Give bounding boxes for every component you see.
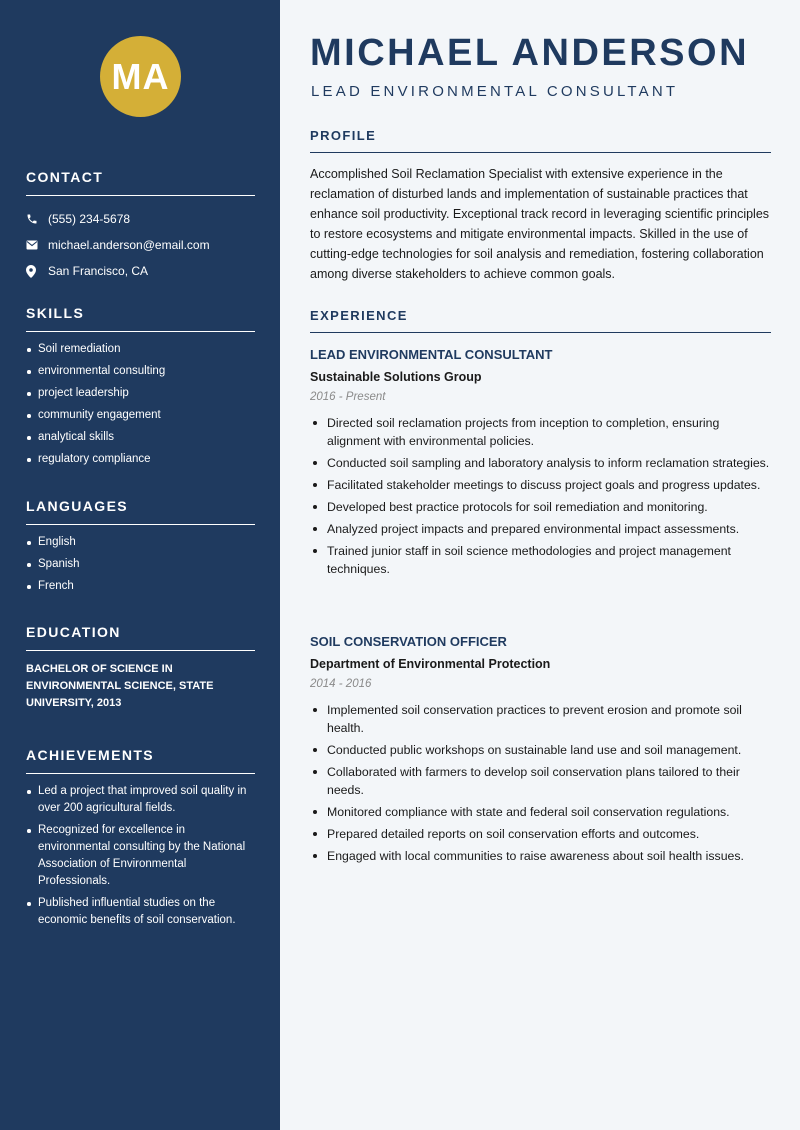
divider (26, 524, 255, 525)
contact-email (26, 232, 255, 258)
phone-icon (26, 213, 48, 225)
profile-text: Accomplished Soil Reclamation Specialist with extensive experience in the reclamation of disturbed lands and implementation of sustainable practices that enhance soil productivity. Exceptional track record in leveraging scientific principles to restore ecosystems and mitigate environmental impacts. Skilled in the use of cutting-edge technologies for soil analysis and remediation, fostering collaboration among diverse stakeholders to achieve common goals. (310, 167, 770, 281)
achievements-heading: ACHIEVEMENTS (26, 747, 155, 763)
job-bullet: Analyzed project impacts and prepared environmental impact assessments. (310, 520, 771, 538)
email-text: michael.anderson@email.com (48, 238, 210, 252)
contact-section (26, 168, 255, 284)
job-bullet: Collaborated with farmers to develop soil conservation plans tailored to their needs. (310, 763, 771, 799)
skills-section (26, 304, 255, 473)
achievement-item: Published influential studies on the economic benefits of soil conservation. (26, 895, 255, 929)
experience-heading: EXPERIENCE (310, 308, 408, 323)
skills-heading: SKILLS (26, 305, 85, 321)
job-bullet: Directed soil reclamation projects from inception to completion, ensuring alignment with environmental policies. (310, 414, 771, 450)
profile-heading: PROFILE (310, 128, 377, 143)
achievements-section (26, 746, 255, 934)
job-dates: 2016 - Present (310, 391, 386, 403)
skill-item: environmental consulting (26, 363, 255, 380)
job-bullet: Engaged with local communities to raise awareness about soil health issues. (310, 847, 771, 865)
job-company: Sustainable Solutions Group (310, 370, 482, 384)
education-degree: BACHELOR OF SCIENCE IN ENVIRONMENTAL SCIENCE, STATE UNIVERSITY, 2013 (26, 663, 214, 709)
job-company: Department of Environmental Protection (310, 657, 551, 671)
job-bullet: Prepared detailed reports on soil conservation efforts and outcomes. (310, 825, 771, 843)
language-item: Spanish (26, 556, 255, 573)
job-dates: 2014 - 2016 (310, 678, 372, 690)
job-bullet: Developed best practice protocols for soil remediation and monitoring. (310, 498, 771, 516)
candidate-name: MICHAEL ANDERSON (310, 32, 750, 74)
job-title: SOIL CONSERVATION OFFICER (310, 634, 507, 649)
job-bullet: Monitored compliance with state and federal soil conservation regulations. (310, 803, 771, 821)
job-bullet: Conducted public workshops on sustainable land use and soil management. (310, 741, 771, 759)
languages-heading: LANGUAGES (26, 498, 129, 514)
skill-item: regulatory compliance (26, 451, 255, 468)
divider (26, 650, 255, 651)
email-icon (26, 240, 48, 250)
job-bullet: Conducted soil sampling and laboratory analysis to inform reclamation strategies. (310, 454, 771, 472)
job-entry (310, 346, 771, 582)
skill-item: analytical skills (26, 429, 255, 446)
experience-section (310, 308, 771, 333)
contact-phone (26, 206, 255, 232)
contact-heading: CONTACT (26, 169, 104, 185)
language-item: French (26, 578, 255, 595)
profile-section (310, 128, 771, 284)
location-pin-icon (26, 265, 48, 278)
candidate-role: LEAD ENVIRONMENTAL CONSULTANT (311, 83, 679, 100)
avatar (100, 36, 181, 117)
divider (26, 773, 255, 774)
achievement-item: Led a project that improved soil quality in over 200 agricultural fields. (26, 783, 255, 817)
achievement-item: Recognized for excellence in environmental consulting by the National Association of Environmental Professionals. (26, 822, 255, 890)
education-heading: EDUCATION (26, 624, 121, 640)
avatar-initials: MA (111, 55, 170, 97)
divider (310, 152, 771, 153)
skill-item: community engagement (26, 407, 255, 424)
education-section (26, 623, 255, 712)
divider (310, 332, 771, 333)
contact-location (26, 258, 255, 284)
divider (26, 331, 255, 332)
language-item: English (26, 534, 255, 551)
job-entry (310, 633, 771, 869)
job-bullet: Implemented soil conservation practices to prevent erosion and promote soil health. (310, 701, 771, 737)
location-text: San Francisco, CA (48, 264, 149, 278)
divider (26, 195, 255, 196)
job-title: LEAD ENVIRONMENTAL CONSULTANT (310, 347, 553, 362)
phone-text: (555) 234-5678 (48, 212, 131, 226)
languages-section (26, 497, 255, 600)
sidebar (0, 0, 280, 1130)
skill-item: project leadership (26, 385, 255, 402)
skill-item: Soil remediation (26, 341, 255, 358)
job-bullet: Facilitated stakeholder meetings to discuss project goals and progress updates. (310, 476, 771, 494)
job-bullet: Trained junior staff in soil science methodologies and project management techniques. (310, 542, 771, 578)
